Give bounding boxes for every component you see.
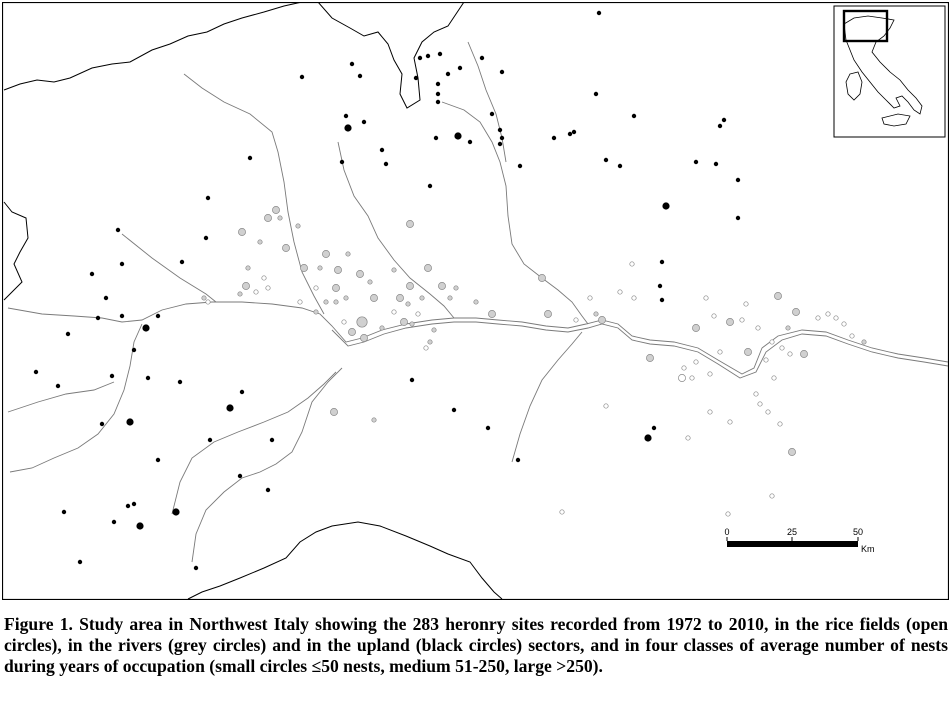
heronry-site-upland (660, 260, 664, 264)
heronry-site-rice-field (778, 422, 782, 426)
heronry-site-river (334, 266, 341, 273)
heronry-site-river (646, 354, 653, 361)
heronry-site-upland (350, 62, 354, 66)
heronry-site-upland (358, 74, 362, 78)
heronry-site-upland (156, 458, 160, 462)
heronry-site-upland (480, 56, 484, 60)
heronry-site-upland (410, 378, 414, 382)
heronry-site-river (238, 292, 242, 296)
heronry-site-river (420, 296, 424, 300)
heronry-site-upland (552, 136, 556, 140)
heronry-site-river (360, 334, 367, 341)
heronry-site-upland (486, 426, 490, 430)
heronry-site-upland (436, 92, 440, 96)
heronry-site-rice-field (708, 372, 712, 376)
heronry-site-upland (300, 75, 304, 79)
heronry-site-river (424, 264, 431, 271)
heronry-site-rice-field (574, 318, 578, 322)
heronry-site-river (862, 340, 866, 344)
heronry-site-upland (126, 504, 130, 508)
heronry-site-upland (180, 260, 184, 264)
heronry-site-rice-field (298, 300, 302, 304)
heronry-site-rice-field (712, 314, 716, 318)
heronry-site-river (372, 418, 376, 422)
scale-label-25: 25 (786, 527, 798, 537)
heronry-site-upland (104, 296, 108, 300)
heronry-site-rice-field (682, 366, 686, 370)
map-canvas (2, 2, 949, 600)
heronry-site-river (324, 300, 328, 304)
heronry-site-upland (458, 66, 462, 70)
heronry-site-rice-field (342, 320, 346, 324)
heronry-site-river (598, 316, 605, 323)
heronry-site-upland (120, 314, 124, 318)
heronry-site-river (410, 322, 414, 326)
heronry-site-river (380, 326, 384, 330)
heronry-site-rice-field (618, 290, 622, 294)
heronry-site-upland (436, 100, 440, 104)
heronry-site-rice-field (588, 296, 592, 300)
heronry-site-upland (126, 418, 133, 425)
heronry-site-rice-field (726, 512, 730, 516)
heronry-site-upland (498, 142, 502, 146)
heronry-site-rice-field (704, 296, 708, 300)
heronry-site-rice-field (770, 340, 774, 344)
heronry-site-rice-field (708, 410, 712, 414)
heronry-site-rice-field (772, 376, 776, 380)
heronry-site-river (278, 216, 282, 220)
heronry-site-river (246, 266, 250, 270)
heronry-site-upland (438, 52, 442, 56)
heronry-site-river (406, 282, 413, 289)
heronry-site-upland (428, 184, 432, 188)
heronry-site-upland (156, 314, 160, 318)
heronry-site-upland (736, 216, 740, 220)
heronry-site-upland (178, 380, 182, 384)
heronry-site-river (334, 300, 338, 304)
heronry-site-river (800, 350, 807, 357)
heronry-site-river (314, 310, 318, 314)
heronry-site-river (744, 348, 751, 355)
heronry-site-rice-field (694, 360, 698, 364)
heronry-site-upland (62, 510, 66, 514)
heronry-site-upland (468, 140, 472, 144)
heronry-site-rice-field (392, 310, 396, 314)
heronry-site-river (792, 308, 799, 315)
heronry-site-upland (652, 426, 656, 430)
heronry-site-river (726, 318, 733, 325)
heronry-site-upland (172, 508, 179, 515)
heronry-site-rice-field (826, 312, 830, 316)
heronry-site-river (318, 266, 322, 270)
scale-bar-rect (727, 541, 858, 547)
heronry-site-rice-field (770, 494, 774, 498)
heronry-site-upland (204, 236, 208, 240)
heronry-site-upland (594, 92, 598, 96)
heronry-site-river (202, 296, 206, 300)
heronry-site-rice-field (416, 312, 420, 316)
heronry-site-upland (498, 128, 502, 132)
heronry-site-river (400, 318, 407, 325)
heronry-site-upland (238, 474, 242, 478)
heronry-site-rice-field (766, 410, 770, 414)
heronry-site-upland (714, 162, 718, 166)
heronry-site-upland (718, 124, 722, 128)
heronry-site-upland (500, 136, 504, 140)
heronry-site-river (396, 294, 403, 301)
heronry-site-rice-field (630, 262, 634, 266)
heronry-site-rice-field (718, 350, 722, 354)
heronry-site-river (474, 300, 478, 304)
heronry-site-upland (736, 178, 740, 182)
heronry-site-upland (112, 520, 116, 524)
scale-unit-label: Km (861, 544, 875, 554)
heronry-site-upland (454, 132, 461, 139)
heronry-site-upland (384, 162, 388, 166)
heronry-site-rice-field (756, 326, 760, 330)
heronry-site-rice-field (262, 276, 266, 280)
heronry-site-upland (500, 70, 504, 74)
heronry-site-upland (78, 560, 82, 564)
heronry-site-upland (662, 202, 669, 209)
heronry-site-upland (116, 228, 120, 232)
heronry-site-river (538, 274, 545, 281)
heronry-site-river (488, 310, 495, 317)
heronry-site-river (272, 206, 279, 213)
heronry-site-upland (208, 438, 212, 442)
heronry-site-river (258, 240, 262, 244)
heronry-site-rice-field (314, 286, 318, 290)
heronry-site-rice-field (254, 290, 258, 294)
study-area-map (2, 2, 949, 600)
heronry-site-river (264, 214, 271, 221)
heronry-site-upland (66, 332, 70, 336)
heronry-site-upland (120, 262, 124, 266)
heronry-site-upland (490, 112, 494, 116)
heronry-site-rice-field (754, 392, 758, 396)
heronry-site-upland (132, 348, 136, 352)
heronry-site-river (544, 310, 551, 317)
heronry-site-upland (240, 390, 244, 394)
heronry-site-river (282, 244, 289, 251)
heronry-site-upland (436, 82, 440, 86)
heronry-site-upland (34, 370, 38, 374)
heronry-site-rice-field (424, 346, 428, 350)
heronry-site-rice-field (780, 346, 784, 350)
scale-label-50: 50 (852, 527, 864, 537)
heronry-site-upland (434, 136, 438, 140)
heronry-site-river (438, 282, 445, 289)
heronry-site-river (692, 324, 699, 331)
heronry-site-upland (604, 158, 608, 162)
heronry-site-river (428, 340, 432, 344)
heronry-site-rice-field (728, 420, 732, 424)
heronry-site-rice-field (744, 302, 748, 306)
heronry-site-rice-field (740, 318, 744, 322)
heronry-site-upland (362, 120, 366, 124)
heronry-site-rice-field (842, 322, 846, 326)
heronry-site-rice-field (690, 376, 694, 380)
heronry-site-rice-field (632, 296, 636, 300)
heronry-site-rice-field (206, 300, 210, 304)
heronry-site-upland (380, 148, 384, 152)
heronry-site-upland (632, 114, 636, 118)
heronry-site-upland (206, 196, 210, 200)
heronry-site-upland (446, 72, 450, 76)
scale-label-0: 0 (724, 527, 730, 537)
heronry-site-upland (658, 284, 662, 288)
heronry-site-river (296, 224, 300, 228)
heronry-site-upland (136, 522, 143, 529)
heronry-site-upland (270, 438, 274, 442)
heronry-site-river (370, 294, 377, 301)
heronry-site-river (448, 296, 452, 300)
heronry-site-river (300, 264, 307, 271)
heronry-site-upland (340, 160, 344, 164)
heronry-site-upland (344, 124, 351, 131)
heronry-site-upland (694, 160, 698, 164)
heronry-site-upland (226, 404, 233, 411)
heronry-site-rice-field (788, 352, 792, 356)
heronry-site-river (594, 312, 598, 316)
heronry-site-river (356, 270, 363, 277)
heronry-site-rice-field (686, 436, 690, 440)
heronry-site-rice-field (604, 404, 608, 408)
heronry-site-river (357, 317, 367, 327)
heronry-site-rice-field (816, 316, 820, 320)
heronry-site-river (786, 326, 790, 330)
heronry-site-upland (194, 566, 198, 570)
heronry-site-river (346, 252, 350, 256)
heronry-site-river (454, 286, 458, 290)
heronry-site-river (348, 328, 355, 335)
heronry-site-upland (644, 434, 651, 441)
heronry-site-upland (414, 76, 418, 80)
heronry-site-rice-field (560, 510, 564, 514)
figure-caption: Figure 1. Study area in Northwest Italy showing the 283 heronry sites recorded from 1972 to 2010, in the rice fields (open circles), in the rivers (grey circles) and in the upland (black circles) sectors, and in four classes of average number of nests during years of occupation (small circles ≤50 nests, medium 51-250, large >250). (4, 614, 948, 676)
heronry-site-upland (344, 114, 348, 118)
heronry-site-river (406, 220, 413, 227)
heronry-site-rice-field (850, 334, 854, 338)
heronry-site-upland (418, 56, 422, 60)
heronry-site-river (322, 250, 329, 257)
heronry-site-upland (572, 130, 576, 134)
heronry-site-river (788, 448, 795, 455)
heronry-site-upland (96, 316, 100, 320)
heronry-site-upland (248, 156, 252, 160)
heronry-site-river (368, 280, 372, 284)
heronry-site-upland (722, 118, 726, 122)
heronry-site-rice-field (266, 286, 270, 290)
heronry-site-upland (452, 408, 456, 412)
heronry-site-river (406, 302, 410, 306)
heronry-site-river (238, 228, 245, 235)
heronry-site-upland (56, 384, 60, 388)
heronry-site-rice-field (678, 374, 685, 381)
heronry-site-upland (90, 272, 94, 276)
heronry-site-upland (618, 164, 622, 168)
heronry-site-upland (110, 374, 114, 378)
heronry-site-river (330, 408, 337, 415)
heronry-site-upland (426, 54, 430, 58)
heronry-site-river (242, 282, 249, 289)
italy-inset-map (834, 6, 945, 137)
heronry-site-rice-field (758, 402, 762, 406)
heronry-site-upland (132, 502, 136, 506)
heronry-site-upland (568, 132, 572, 136)
heronry-site-river (344, 296, 348, 300)
heronry-site-rice-field (834, 316, 838, 320)
heronry-site-upland (660, 298, 664, 302)
heronry-site-river (774, 292, 781, 299)
heronry-site-upland (142, 324, 149, 331)
heronry-site-upland (597, 11, 601, 15)
heronry-site-upland (100, 422, 104, 426)
heronry-site-upland (516, 458, 520, 462)
heronry-site-river (332, 284, 339, 291)
heronry-site-rice-field (764, 358, 768, 362)
heronry-site-upland (146, 376, 150, 380)
heronry-site-upland (518, 164, 522, 168)
heronry-site-upland (266, 488, 270, 492)
heronry-site-river (392, 268, 396, 272)
heronry-site-river (432, 328, 436, 332)
